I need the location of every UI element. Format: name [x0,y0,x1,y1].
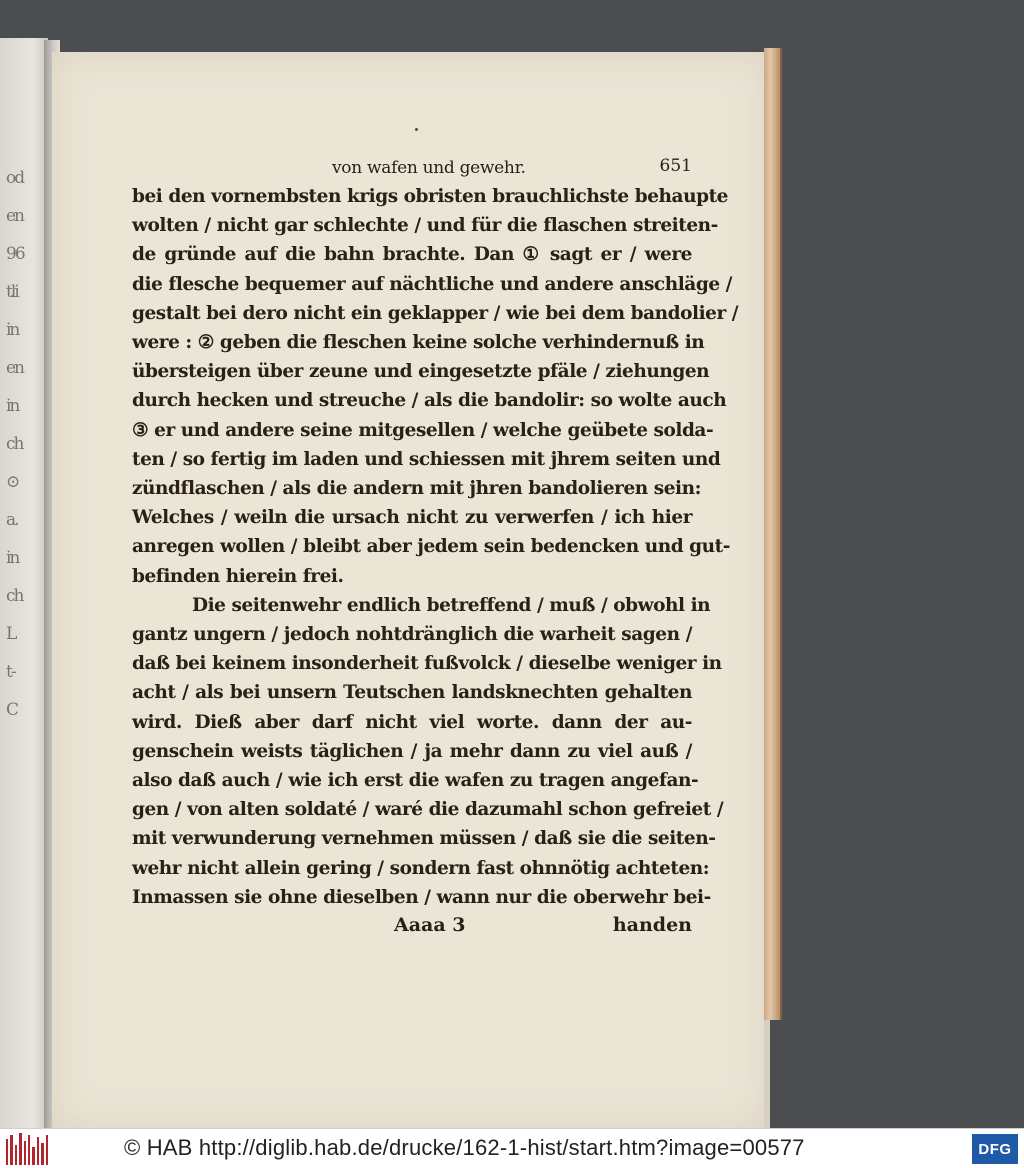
hab-logo-icon[interactable] [6,1133,48,1165]
fringe-fragment: in [6,548,19,568]
fringe-fragment: en [6,206,24,226]
text-line: wolten / nicht gar schlechte / und für die flaschen streiten- [132,215,718,237]
fringe-fragment: C [6,700,18,720]
text-line: Die seitenwehr endlich betreffend / muß / obwohl in [192,594,711,616]
text-line: de gründe auf die bahn brachte. Dan ① sagt er / were [132,244,692,266]
fringe-fragment: t- [6,662,15,682]
page-text [132,152,739,946]
fringe-fragment: ch [6,586,23,606]
text-line: zündflaschen / als die andern mit jhren bandolieren sein: [132,478,701,500]
logo-bar [46,1135,48,1165]
left-page-sliver [0,38,48,1128]
text-line: gen / von alten soldaté / waré die dazumahl schon gefreiet / [132,799,724,821]
page-number: 651 [659,156,692,176]
text-line: daß bei keinem insonderheit fußvolck / dieselbe weniger in [132,653,722,675]
text-line: gestalt bei dero nicht ein geklapper / wie bei dem bandolier / [132,302,739,324]
logo-bar [37,1137,39,1165]
logo-bar [41,1143,43,1165]
text-line: anregen wollen / bleibt aber jedem sein bedencken und gut- [132,536,730,558]
copyright-link[interactable]: © HAB http://diglib.hab.de/drucke/162-1-hist/start.htm?image=00577 [124,1135,805,1160]
logo-bar [28,1135,30,1165]
text-line: die flesche bequemer auf nächtliche und andere anschläge / [132,273,732,295]
text-line: wehr nicht allein gering / sondern fast ohnnötig achteten: [132,857,710,879]
fringe-fragment: en [6,358,24,378]
text-line: genschein weists täglichen / ja mehr dann zu viel auß / [132,740,692,762]
logo-bar [6,1139,8,1165]
fringe-fragment: a. [6,510,18,530]
text-line: übersteigen über zeune und eingesetzte pfäle / ziehungen [132,361,710,383]
page-header [132,152,692,182]
left-page-fringe [6,168,32,928]
fringe-fragment: in [6,396,19,416]
fringe-fragment: tli [6,282,18,302]
fringe-fragment: ⊙ [6,472,19,492]
page-footer [132,912,692,946]
fringe-fragment: ch [6,434,23,454]
text-line: were : ② geben die fleschen keine solche verhindernuß in [132,332,705,354]
text-line: gantz ungern / jedoch nohtdränglich die warheit sagen / [132,624,692,646]
logo-bar [24,1141,26,1165]
text-line: Welches / weiln die ursach nicht zu verwerfen / ich hier [132,507,692,529]
fringe-fragment: in [6,320,19,340]
fringe-fragment: L [6,624,16,644]
credit-bar [0,1128,1024,1168]
logo-bar [10,1135,12,1165]
page-edge-lower [764,1020,770,1128]
text-lines [132,182,739,912]
text-line: befinden hierein frei. [132,565,344,587]
text-line: durch hecken und streuche / als die bandolir: so wolte auch [132,390,727,412]
ink-speck [415,128,418,131]
page-edge-fore [764,48,782,1020]
text-line: ③ er und andere seine mitgesellen / welche geübete solda- [132,419,714,441]
logo-bar [19,1133,21,1165]
text-line: also daß auch / wie ich erst die wafen zu tragen angefan- [132,770,699,792]
dfg-logo-icon[interactable]: DFG [972,1134,1018,1164]
text-line: ten / so fertig im laden und schiessen mit jhrem seiten und [132,448,721,470]
text-line: bei den vornembsten krigs obristen brauchlichste behaupte [132,186,728,207]
catchword: handen [612,914,692,937]
text-line: Inmassen sie ohne dieselben / wann nur die oberwehr bei- [132,886,711,908]
text-line: acht / als bei unsern Teutschen landsknechten gehalten [132,682,692,704]
text-line: mit verwunderung vernehmen müssen / daß sie die seiten- [132,828,716,850]
logo-bar [32,1147,34,1165]
running-head: von wafen und gewehr. [332,158,526,178]
fringe-fragment: 96 [6,244,24,264]
book-page [52,52,768,1128]
signature-mark: Aaaa 3 [394,914,466,937]
text-line: wird. Dieß aber darf nicht viel worte. dann der au- [132,711,692,733]
logo-bar [15,1145,17,1165]
fringe-fragment: od [6,168,24,188]
